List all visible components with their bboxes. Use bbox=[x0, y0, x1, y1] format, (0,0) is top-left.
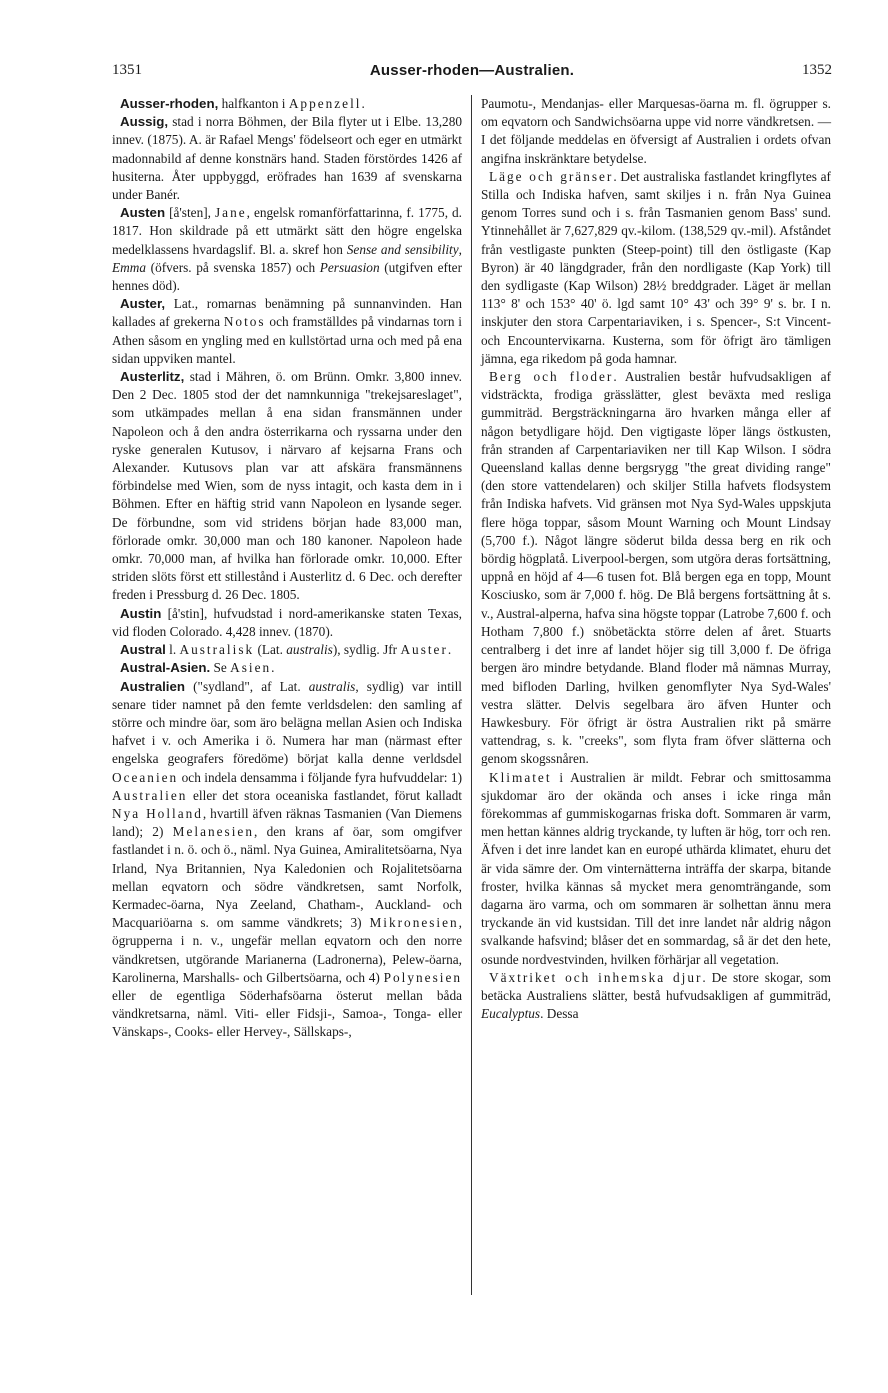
section-heading: Växtriket och inhemska djur bbox=[489, 969, 703, 985]
entry-austin: Austin [å'stin], hufvudstad i nord-amerikanske staten Texas, vid floden Colorado. 4,428 innev. (1870). bbox=[112, 605, 462, 639]
entry-australien: Australien ("sydland", af Lat. australis, sydlig) var intill senare tider namnet på den femte verldsdelen: den samling af större och mindre öar, som äro belägna mellan Asien och Indiska hafvet i v. och Amerika i ö. Numera har man (närmast efter engelska geografers föredöme) börjat kalla denne verldsdel Oceanien och indela densamma i följande fyra hufvuddelar: 1) Australien eller det stora oceaniska fastlandet, förut kalladt Nya Holland, hvartill äfven räknas Tasmanien (Van Diemens land); 2) Melanesien, den krans af öar, som omgifver fastlandet i n. ö. och ö., näml. Nya Guinea, Amiralitetsöarna, Nya Irland, Nya Britannien, Nya Kaledonien och Rojalitetsöarna mellan eqvatorn och södre vändkretsen, samt Norfolk, Kermadec-öarna, Nya Zeeland, Chatham-, Auckland- och Macquariöarna s. om samme vändkrets; 3) Mikronesien, ögrupperna i n. v., ungefär mellan eqvatorn och den norre vändkretsen, utgörande Marianerna (Ladronerna), Pelew-öarna, Karolinerna, Marshalls- och Gilbertsöarna, och 4) Polynesien eller de egentliga Söderhafsöarna österut mellan båda vändkretsarna, näml. Viti- eller Fidsji-, Samoa-, Tonga- eller Vänskaps-, Cooks- eller Hervey-, Sällskaps-, bbox=[112, 678, 462, 1040]
right-column bbox=[481, 95, 831, 1023]
entry-ausser-rhoden: Ausser-rhoden, halfkanton i Appenzell. bbox=[120, 96, 365, 111]
entry-auster: Auster, Lat., romarnas benämning på sunnanvinden. Han kallades af grekerna Notos och framställdes på vindarnas torn i Athen såsom en yngling med en kullstörtad urna och med på ena sidan uppviken mantel. bbox=[112, 296, 462, 366]
column-divider bbox=[471, 95, 472, 1295]
section-berg-och-floder: Berg och floder. Australien består hufvudsakligen af vidsträckta, frodiga grässlätter, glest beväxta med resliga gummiträd. Bergsträckningarna äro hvarken många eller af någon betydligare höjd. Den vigtigaste löper längs östkusten, från stranden af Carpentariaviken ner till Kap Wilson. I södra Queensland kallas denne bergsrygg "the great dividing range" (den store vattendelaren) och skiljer Stilla hafvets flodsystem från Indiska hafvets. Vid gränsen mot Nya Syd-Wales uppskjuta flere höga toppar, såsom Mount Warning och Mount Lindsay (5,700 f.). Något längre söderut bilda dessa berg en rik och bördig högplatå. Liverpool-bergen, som utgöra deras fortsättning, uppnå en höjd af 4—6 tusen fot. Blå bergen ega en topp, Mount Kosciusko, som är 7,000 f. hög. De Blå bergens fortsättning åt s. v., Austral-alperna, hafva sina högste toppar (Latrobe 7,600 f. och Hotham 7,800 f.) snöbetäckta större delen af året. Stuarts centralberg i det inre af landet höjer sig till 3,000 f. De öfriga bergen äro mindre betydande. Bland floder må nämnas Murray, med bifloden Darling, hvilken genomflyter Nya Syd-Wales' vestra slätter. Delvis segelbara äro äfven Hunter och Hawkesbury. För öfrigt är östra Australien rikt på smärre vattendrag, s. k. "creeks", som flyta fram öfver slätterna och genom skogssnåren. bbox=[481, 369, 831, 767]
headword: Austin bbox=[120, 605, 162, 621]
left-column bbox=[112, 95, 462, 1042]
page-number-right: 1352 bbox=[802, 62, 832, 78]
headword: Auster, bbox=[120, 296, 166, 312]
section-heading: Berg och floder bbox=[489, 369, 614, 385]
headword: Australien bbox=[120, 678, 186, 694]
section-klimatet: Klimatet i Australien är mildt. Febrar och smittosamma sjukdomar äro der okända och anses i icke ringa mån förekommas af gummiskogarnas friska doft. Sommaren är varm, men hettan kännes aldrig tryckande, ty luften är hög, torr och ren. Äfven i det inre landet kan en europé uthärda klimatet, ehuru det är vida sämre der. Om vinternätterna inträffa der skarpa, bitande froster, hvilka kännas så mycket mera genomträngande, som dagarna äro varma, och om sommaren är solhettan ännu mera tryckande än vid kustsidan. Till det inre landet når aldrig någon svalkande hafsvind; blåser det en sommardag, så är det den hete, osunde nordvestvinden, hvilken förhärjar all vegetation. bbox=[481, 769, 831, 967]
headword: Austerlitz, bbox=[120, 369, 185, 385]
headword: Aussig, bbox=[120, 114, 169, 130]
page-header bbox=[112, 62, 832, 86]
headword: Austral bbox=[120, 642, 166, 658]
section-vaxtriket: Växtriket och inhemska djur. De store skogar, som betäcka Australiens slätter, bestå hufvudsakligen af gummiträd, Eucalyptus. Dessa bbox=[481, 969, 831, 1022]
headword: Austen bbox=[120, 205, 166, 221]
running-title: Ausser-rhoden—Australien. bbox=[369, 62, 575, 79]
section-heading: Klimatet bbox=[489, 769, 552, 785]
continued-paragraph: Paumotu-, Mendanjas- eller Marquesas-öarna m. fl. ögrupper s. om eqvatorn och Sandwichsöarna uppe vid norre vändkretsen. — I det följande meddelas en öfversigt af Australien i ordets ofvan angifna inskränktare betydelse. bbox=[481, 96, 831, 166]
section-lage-och-granser: Läge och gränser. Det australiska fastlandet kringflytes af Stilla och Indiska hafven, samt skiljes i n. från Nya Guinea genom Torres sund och i s. från Tasmanien genom Bass' sund. Ytinnehållet är 7,627,829 qv.-kilom. (138,529 qv.-mil). Afståndet från vestligaste punkten (Steep-point) till den östligaste (Kap Byron) är 40 längdgrader, från den nordligaste (Kap York) till den sydligaste (Kap Wilson) 28½ breddgrader. Läget är mellan 113° 8' och 153° 40' ö. lgd samt 10° 43' och 39° 9' s. br. I n. inskjuter den stora Carpentariaviken, i s. Spencer-, S:t Vincent- och Encounterviкarna. Kusterna, som för öfrigt äro tämligen jämna, ega rikedom på goda hamnar. bbox=[481, 168, 831, 366]
entry-austral: Austral l. Australisk (Lat. australis), sydlig. Jfr Auster. bbox=[120, 642, 452, 658]
entry-austen: Austen [å'sten], Jane, engelsk romanförfattarinna, f. 1775, d. 1817. Hon skildrade på ett utmärkt sätt den högre engelska medelklassens hvardagslif. Bl. a. skref hon Sense and sensibility, Emma (öfvers. på svenska 1857) och Persuasion (utgifven efter hennes död). bbox=[112, 205, 463, 294]
entry-austerlitz: Austerlitz, stad i Mähren, ö. om Brünn. Omkr. 3,800 innev. Den 2 Dec. 1805 stod der det namnkunniga "trekejsareslaget", som utkämpades mellan å ena sidan fransmännen under Napoleon och å den andra österrikarna och ryssarna under den ryske generalen Kutusov, i närvaro af kejsarna Frans och Alexander. Kutusovs plan var att afskära fransmännens förbindelse med Wien, som de nyss intagit, och kasta dem in i Böhmen. Efter en häftig strid vann Napoleon en lysande seger. De förbundne, som vid stridens början hade 83,000 man, förlorade omkr. 30,000 man och 180 kanoner. Napoleon hade omkr. 70,000 man, af hvilka han förlorade omkr. 10,000. Efter striden slöts först ett stillestånd i Austerlitz d. 6 Dec. och derefter freden i Pressburg d. 26 Dec. 1805. bbox=[112, 369, 462, 603]
entry-aussig: Aussig, stad i norra Böhmen, der Bila flyter ut i Elbe. 13,280 innev. (1875). A. är Rafael Mengs' födelseort och eger en utmärkt madonnabild af denne konstnärs hand. Staden förstördes 1426 af husiterna. Åter uppbyggd, eröfrades han 1639 af svenskarna under Banér. bbox=[112, 114, 462, 203]
headword: Austral-Asien. bbox=[120, 660, 211, 676]
page-number-left: 1351 bbox=[112, 62, 142, 78]
headword: Ausser-rhoden, bbox=[120, 96, 219, 111]
section-heading: Läge och gränser bbox=[489, 168, 614, 184]
entry-austral-asien: Austral-Asien. Se Asien. bbox=[120, 660, 275, 676]
